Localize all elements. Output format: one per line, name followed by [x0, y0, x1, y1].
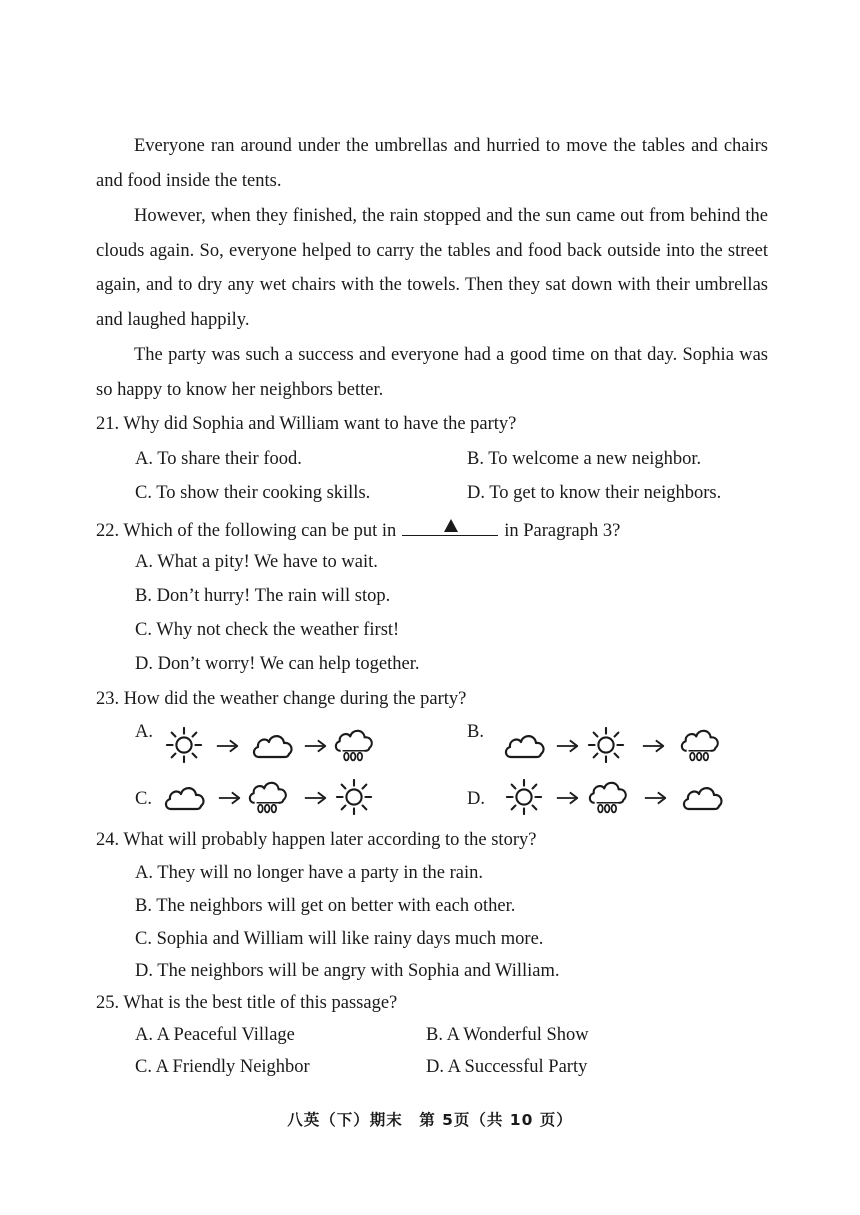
question-23-option-c-sequence[interactable]: [163, 776, 388, 820]
triangle-icon: [444, 519, 458, 532]
question-22-option-b[interactable]: B. Don’t hurry! The rain will stop.: [135, 586, 391, 606]
rain-cloud-icon: [336, 731, 372, 761]
question-24-option-a[interactable]: A. They will no longer have a party in the rain.: [135, 863, 483, 883]
question-23-option-a-sequence[interactable]: [165, 724, 380, 768]
rain-cloud-icon: [682, 731, 718, 761]
question-23-option-d-label[interactable]: D.: [467, 789, 485, 809]
arrow-icon: [557, 792, 577, 803]
question-22-stem-before: 22. Which of the following can be put in: [96, 521, 397, 541]
question-21-option-a[interactable]: A. To share their food.: [135, 449, 302, 469]
question-21-option-d[interactable]: D. To get to know their neighbors.: [467, 483, 722, 503]
question-24-option-c[interactable]: C. Sophia and William will like rainy days much more.: [135, 929, 544, 949]
page-footer: 八英（下）期末 第 5页（共 10 页）: [287, 1111, 573, 1129]
cloud-icon: [684, 788, 722, 809]
question-23-option-b-label[interactable]: B.: [467, 722, 484, 742]
arrow-icon: [557, 740, 577, 751]
question-22-stem-after: in Paragraph 3?: [504, 521, 621, 541]
passage-paragraph-2: However, when they finished, the rain stopped and the sun came out from behind the clouds again. So, everyone helped to carry the tables and food back outside into the street again, and to dry any wet chairs with the towels. Then they sat down with their umbrellas and laughed happily.: [96, 206, 768, 331]
arrow-icon: [305, 792, 325, 803]
passage-paragraph-3: The party was such a success and everyone had a good time on that day. Sophia was so happy to know her neighbors better.: [96, 345, 768, 400]
question-22-option-c[interactable]: C. Why not check the weather first!: [135, 620, 400, 640]
question-23-option-b-sequence[interactable]: [503, 724, 728, 768]
sun-icon: [167, 728, 201, 762]
question-25-option-b[interactable]: B. A Wonderful Show: [426, 1025, 589, 1045]
question-21-option-c[interactable]: C. To show their cooking skills.: [135, 483, 371, 503]
question-25-option-d[interactable]: D. A Successful Party: [426, 1057, 588, 1077]
sun-icon: [507, 780, 541, 814]
question-24-option-d[interactable]: D. The neighbors will be angry with Sophia and William.: [135, 961, 560, 981]
sun-icon: [589, 728, 623, 762]
question-22-option-d[interactable]: D. Don’t worry! We can help together.: [135, 654, 420, 674]
question-23-option-c-label[interactable]: C.: [135, 789, 152, 809]
question-22-option-a[interactable]: A. What a pity! We have to wait.: [135, 552, 378, 572]
sun-icon: [337, 780, 371, 814]
arrow-icon: [643, 740, 663, 751]
rain-cloud-icon: [250, 783, 286, 813]
question-25-stem: 25. What is the best title of this passage?: [96, 993, 398, 1013]
cloud-icon: [506, 736, 544, 757]
passage-paragraph-1: Everyone ran around under the umbrellas and hurried to move the tables and chairs and food inside the tents.: [96, 136, 768, 191]
question-24-stem: 24. What will probably happen later according to the story?: [96, 830, 537, 850]
answer-blank: [402, 519, 498, 536]
question-21-stem: 21. Why did Sophia and William want to have the party?: [96, 414, 517, 434]
cloud-icon: [254, 736, 292, 757]
arrow-icon: [305, 740, 325, 751]
cloud-icon: [166, 788, 204, 809]
arrow-icon: [217, 740, 237, 751]
question-25-option-a[interactable]: A. A Peaceful Village: [135, 1025, 295, 1045]
arrow-icon: [219, 792, 239, 803]
question-23-option-a-label[interactable]: A.: [135, 722, 153, 742]
question-25-option-c[interactable]: C. A Friendly Neighbor: [135, 1057, 310, 1077]
question-24-option-b[interactable]: B. The neighbors will get on better with each other.: [135, 896, 516, 916]
question-21-option-b[interactable]: B. To welcome a new neighbor.: [467, 449, 702, 469]
arrow-icon: [645, 792, 665, 803]
question-22-stem: [96, 519, 620, 541]
rain-cloud-icon: [590, 783, 626, 813]
question-23-stem: 23. How did the weather change during the party?: [96, 689, 467, 709]
question-23-option-d-sequence[interactable]: [505, 776, 730, 820]
